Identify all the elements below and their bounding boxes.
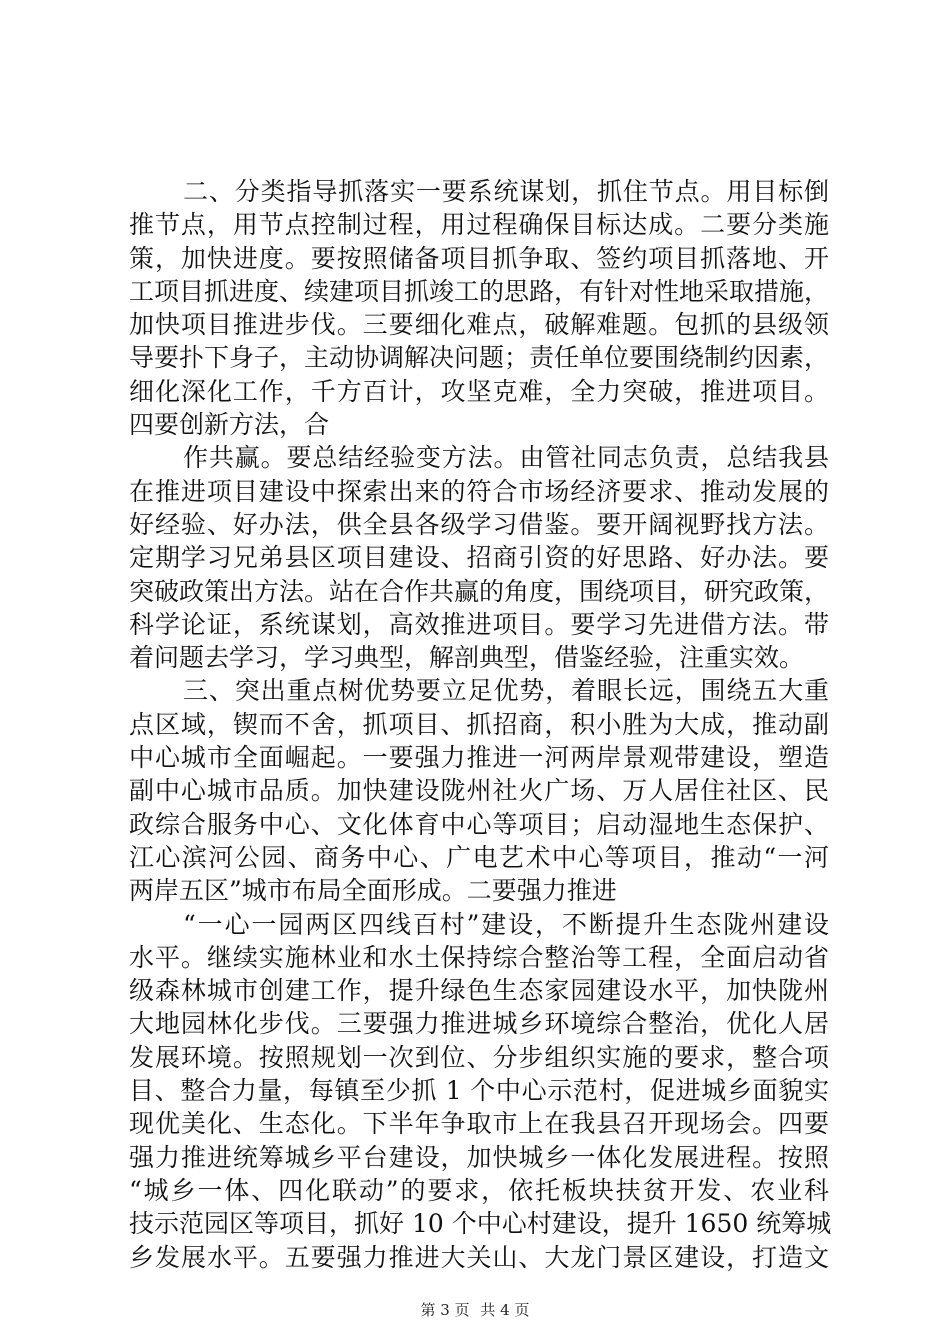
- text-line: 加快项目推进步伐。三要细化难点，破解难题。包抓的县级领: [129, 310, 829, 340]
- text-line: 技示范园区等项目，抓好 10 个中心村建设，提升 1650 统筹城: [129, 1209, 832, 1239]
- text-line: 发展环境。按照规划一次到位、分步组织实施的要求，整合项: [129, 1042, 829, 1072]
- text-line: 政综合服务中心、文化体育中心等项目；启动湿地生态保护、: [129, 809, 829, 839]
- text-line: 强力推进统筹城乡平台建设，加快城乡一体化发展进程。按照: [129, 1142, 829, 1172]
- text-line: 着问题去学习，学习典型，解剖典型，借鉴经验，注重实效。: [129, 643, 805, 673]
- text-line: 在推进项目建设中探索出来的符合市场经济要求、推动发展的: [129, 476, 829, 506]
- text-line: 级森林城市创建工作，提升绿色生态家园建设水平，加快陇州: [129, 976, 829, 1006]
- text-line: 导要扑下身子，主动协调解决问题；责任单位要围绕制约因素，: [129, 343, 830, 373]
- text-line: 二、分类指导抓落实一要系统谋划，抓住节点。用目标倒: [183, 177, 829, 206]
- text-line: “一心一园两区四线百村”建设，不断提升生态陇州建设: [183, 909, 829, 939]
- text-line: 作共赢。要总结经验变方法。由管社同志负责，总结我县: [183, 443, 829, 473]
- page-number: 第 3 页: [420, 1301, 470, 1319]
- text-line: 科学论证，系统谋划，高效推进项目。要学习先进借方法。带: [129, 609, 829, 639]
- text-line: 细化深化工作，千方百计，攻坚克难，全力突破，推进项目。: [129, 376, 829, 406]
- text-line: 副中心城市品质。加快建设陇州社火广场、万人居住社区、民: [129, 776, 829, 806]
- text-line: 定期学习兄弟县区项目建设、招商引资的好思路、好办法。要: [129, 543, 829, 573]
- text-line: 水平。继续实施林业和水土保持综合整治等工程，全面启动省: [129, 942, 829, 972]
- text-line: 乡发展水平。五要强力推进大关山、大龙门景区建设，打造文: [129, 1242, 829, 1272]
- text-line: 四要创新方法，合: [129, 410, 330, 440]
- text-line: 两岸五区”城市布局全面形成。二要强力推进: [129, 876, 617, 906]
- text-line: 策，加快进度。要按照储备项目抓争取、签约项目抓落地、开: [129, 243, 829, 273]
- text-line: 工项目抓进度、续建项目抓竣工的思路，有针对性地采取措施，: [129, 276, 830, 306]
- body-text: [129, 175, 832, 1274]
- page-footer: [0, 1300, 950, 1320]
- text-line: 推节点，用节点控制过程，用过程确保目标达成。二要分类施: [129, 210, 829, 240]
- text-line: 中心城市全面崛起。一要强力推进一河两岸景观带建设，塑造: [129, 743, 829, 773]
- text-line: 目、整合力量，每镇至少抓 1 个中心示范村，促进城乡面貌实: [129, 1076, 829, 1106]
- text-line: 三、突出重点树优势要立足优势，着眼长远，围绕五大重: [183, 676, 829, 706]
- text-line: “城乡一体、四化联动”的要求，依托板块扶贫开发、农业科: [129, 1175, 829, 1205]
- text-line: 突破政策出方法。站在合作共赢的角度，围绕项目，研究政策，: [129, 576, 830, 606]
- page-total: 共 4 页: [480, 1301, 530, 1319]
- text-line: 江心滨河公园、商务中心、广电艺术中心等项目，推动“一河: [129, 842, 829, 872]
- text-line: 点区域，锲而不舍，抓项目、抓招商，积小胜为大成，推动副: [129, 709, 829, 739]
- text-line: 大地园林化步伐。三要强力推进城乡环境综合整治，优化人居: [129, 1009, 829, 1039]
- text-line: 现优美化、生态化。下半年争取市上在我县召开现场会。四要: [129, 1109, 829, 1139]
- text-line: 好经验、好办法，供全县各级学习借鉴。要开阔视野找方法。: [129, 509, 829, 539]
